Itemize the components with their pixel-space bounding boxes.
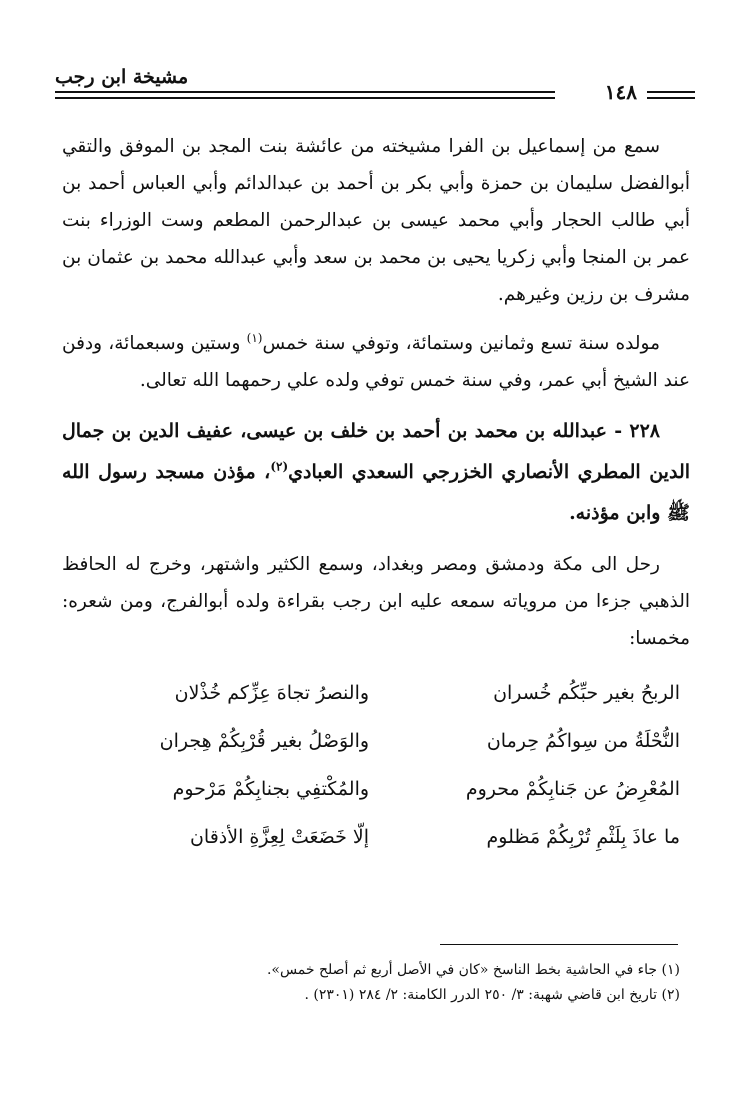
footnotes xyxy=(70,958,680,1008)
footnote-ref-1[interactable]: (١) xyxy=(246,330,263,345)
paragraph-1: سمع من إسماعيل بن الفرا مشيخته من عائشة بنت المجد بن الموفق والتقي أبوالفضل سليمان بن حمزة وأبي بكر بن أحمد بن عبدالدائم وأبي العباس أحمد بن أبي طالب الحجار وأبي محمد عيسى بن عبدالرحمن المطعم وست الوزراء بنت عمر بن المنجا وأبي زكريا يحيى بن محمد بن سعد وأبي عبدالله محمد بن عثمان بن مشرف بن رزين وغيرهم. xyxy=(62,136,690,305)
verse-3-first-hemistich: المُعْرِضُ عن جَنابِكُمْ محروم xyxy=(465,778,680,800)
paragraph-2-text-a: مولده سنة تسع وثمانين وستمائة، وتوفي سنة خمس xyxy=(262,333,660,354)
poem-verse xyxy=(62,717,690,765)
page-header xyxy=(55,66,695,106)
footnote-separator xyxy=(440,944,678,945)
verse-4-second-hemistich: إلّا خَضَعَتْ لِعِزَّةِ الأذقان xyxy=(189,826,370,848)
paragraph-2 xyxy=(62,325,690,399)
footnote-ref-2[interactable]: (٢) xyxy=(270,459,289,474)
verse-1-first-hemistich: الربحُ بغير حبِّكُم خُسران xyxy=(493,682,680,704)
header-rule-right-top xyxy=(647,91,695,93)
header-rule-bottom xyxy=(55,97,555,99)
verse-4-first-hemistich: ما عاذَ بِلَثْمِ تُرْبِكُمْ مَظلوم xyxy=(486,826,680,848)
entry-heading-text-b: ، مؤذن مسجد رسول الله ﷺ وابن مؤذنه. xyxy=(62,461,690,524)
poem-verse xyxy=(62,765,690,813)
header-rule-right-bottom xyxy=(647,97,695,99)
entry-heading-228 xyxy=(62,411,690,534)
entry-heading-text-a: ٢٢٨ - عبدالله بن محمد بن أحمد بن خلف بن عيسى، عفيف الدين بن جمال الدين المطري الأنصاري الخزرجي السعدي العبادي xyxy=(62,420,691,483)
verse-1-second-hemistich: والنصرُ تجاهَ عِزِّكم خُذْلان xyxy=(174,682,370,704)
poem xyxy=(62,669,690,861)
poem-verse xyxy=(62,669,690,717)
verse-3-second-hemistich: والمُكْتفِي بجنابِكُمْ مَرْحوم xyxy=(172,778,370,800)
footnote-1: (١) جاء في الحاشية بخط الناسخ «كان في الأصل أربع ثم أصلح خمس». xyxy=(266,962,680,978)
paragraph-4: رحل الى مكة ودمشق ومصر وبغداد، وسمع الكثير واشتهر، وخرج له الحافظ الذهبي جزءا من مروياته سمعه عليه ابن رجب بقراءة ولده أبوالفرج، ومن شعره: مخمسا: xyxy=(62,554,690,649)
poem-verse xyxy=(62,813,690,861)
paragraph-2-text-b: وستين وسبعمائة، ودفن عند الشيخ أبي عمر، وفي سنة خمس توفي ولده علي رحمهما الله تعالى. xyxy=(62,333,690,391)
verse-2-second-hemistich: والوَصْلُ بغير قُرْبِكُمْ هِجران xyxy=(159,730,370,752)
page-number: ١٤٨ xyxy=(604,80,637,104)
running-title: مشيخة ابن رجب xyxy=(55,66,189,88)
footnote-2: (٢) تاريخ ابن قاضي شهبة: ٣/ ٢٥٠ الدرر الكامنة: ٢/ ٢٨٤ (٢٣٠١) . xyxy=(304,987,680,1003)
verse-2-first-hemistich: النُّحْلَةُ من سِواكُمُ حِرمان xyxy=(486,730,680,752)
header-rule-top xyxy=(55,91,555,93)
main-text xyxy=(62,128,690,861)
